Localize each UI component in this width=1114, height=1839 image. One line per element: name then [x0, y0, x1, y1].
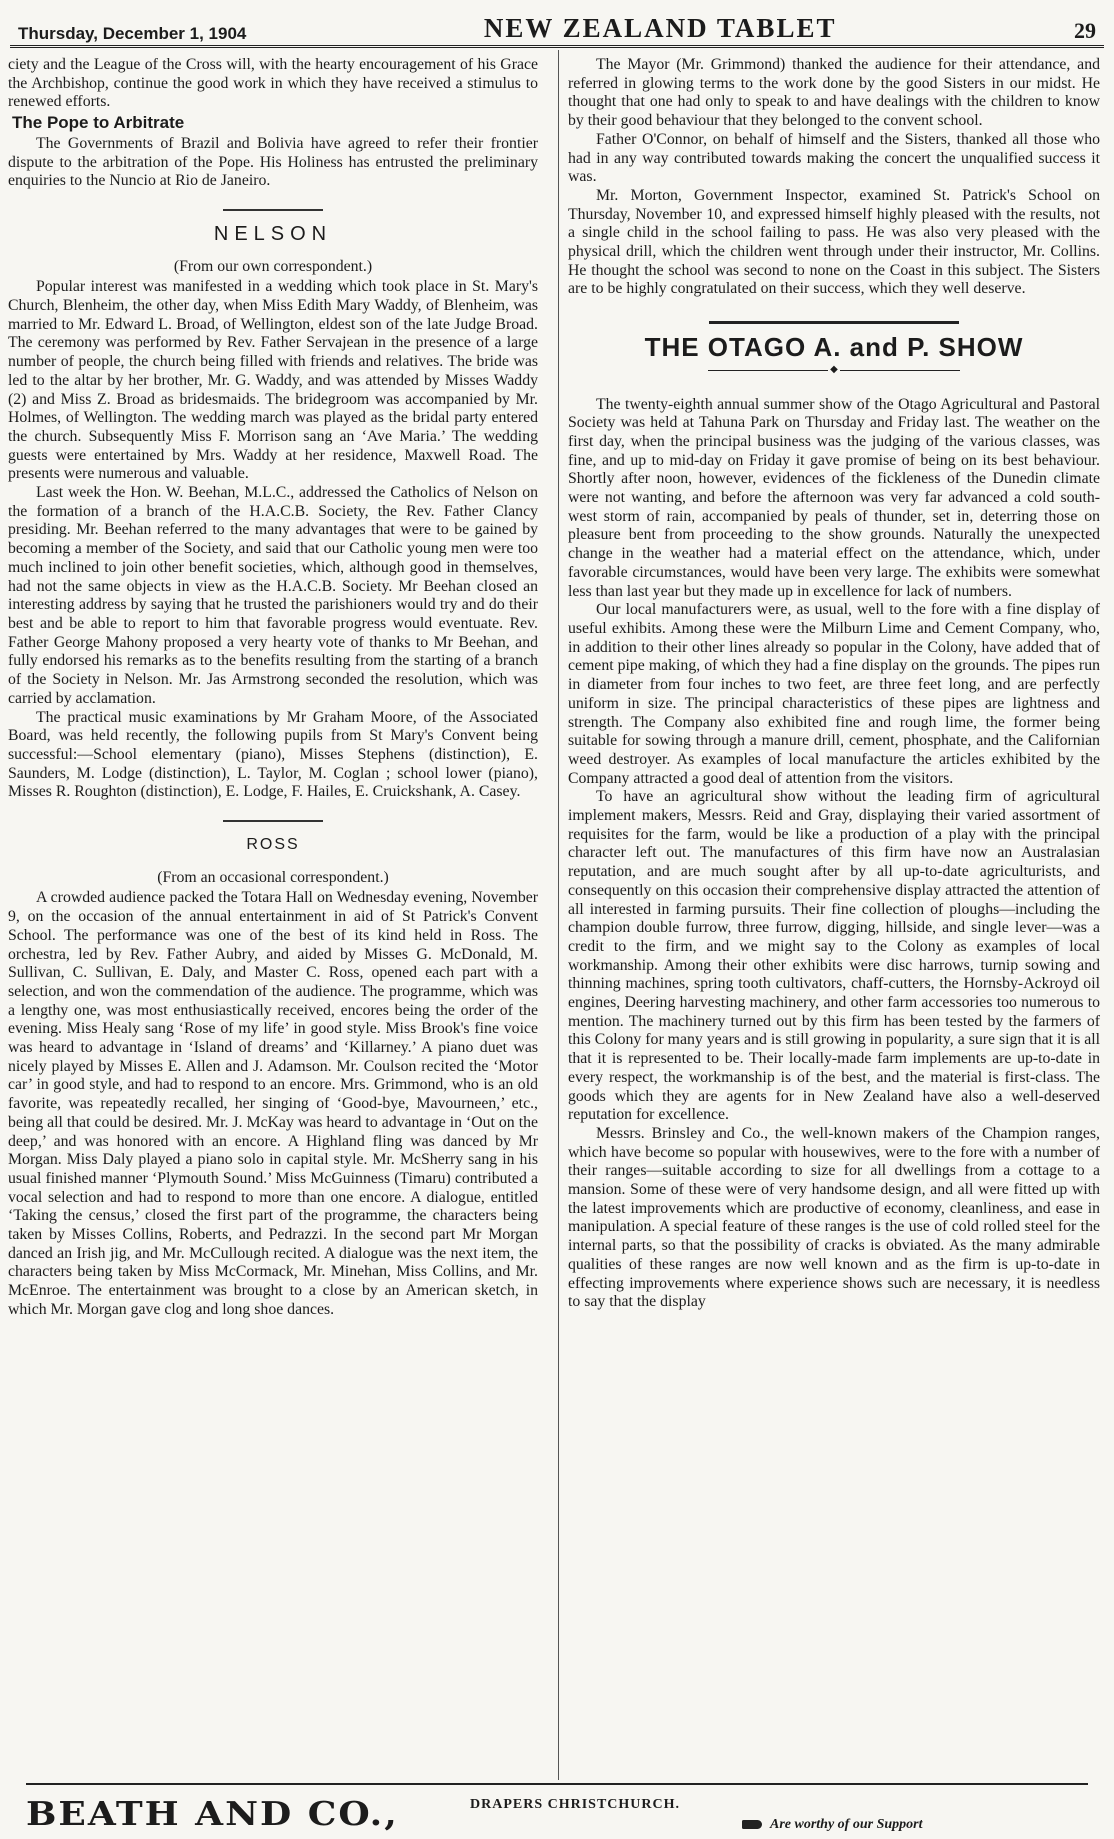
rule-line: [840, 370, 960, 371]
nelson-heading: NELSON: [213, 222, 333, 245]
ross-heading: ROSS: [246, 836, 300, 854]
ross-paragraph-entertainment: A crowded audience packed the Totara Hall on Wednesday evening, November 9, on the occasion of the annual entertainment in aid of St Patrick's Convent School. The performance was one of the best of its kind held in Ross. The orchestra, led by Rev. Father Aubry, and aided by Misses G. McDonald, M. Sullivan, C. Sullivan, E. Daly, and Master C. Ross, opened each part with a selection, and won the commendation of the audience. The programme, which was a lengthy one, was most enthusiastically received, encores being the order of the evening. Miss Healy sang ‘Rose of my life’ in good style. Miss Brook's fine voice was heard to advantage in ‘Island of dreams’ and ‘Killarney.’ A piano duet was nicely played by Misses E. Allen and J. Adamson. Mr. Coulson recited the ‘Motor car’ in good style, and had to respond to an encore. Mrs. Grimmond, who is an old favorite, was repeatedly recalled, her singing of ‘Good-bye, Mavourneen,’ etc., being all that could be desired. Mr. J. McKay was heard to advantage in ‘Out on the deep,’ and was honored with an encore. A Highland fling was danced by Mr Morgan. Miss Daly played a piano solo in capital style. Mr. McSherry sang in his usual finished manner ‘Plymouth Sound.’ Miss McGuinness (Timaru) contributed a vocal selection and had to respond to more than one encore. A dialogue, entitled ‘Taking the census,’ closed the first part of the programme, the characters being taken by Misses Collins, Roberts, and Pedrazzi. In the second part Mr Morgan danced an Irish jig, and Mr. McCullough recited. A dialogue was the next item, the characters being taken by Miss McCormack, Mr. Minehan, Miss Collins, and Mr. McEnroe. The entertainment was brought to a close by an American sketch, in which Mr. Morgan gave clog and long shoe dances.: [8, 889, 538, 1318]
show-paragraph-manufacturers: Our local manufacturers were, as usual, well to the fore with a fine display of useful exhibits. Among these were the Milburn Lime and Cement Company, who, in addition to their other lines already so popular in the Colony, have added that of cement pipe making, of which they had a fine display on the grounds. The pipes run in diameter from four inches to two feet, are three feet long, and are perfectly uniform in size. The principal characteristics of these pipes are lightness and strength. The Company also exhibited fine and rough lime, the former being suitable for sowing through a manure drill, cement, phosphate, and the Californian weed destroyer. As examples of local manufacture the articles exhibited by the Company attracted a good deal of attention from the visitors.: [568, 601, 1100, 787]
section-divider: [223, 820, 323, 822]
ross-paragraph-father-oconnor: Father O'Connor, on behalf of himself and the Sisters, thanked all those who had in any way contributed towards making the concert the unqualified success it was.: [568, 130, 1100, 186]
otago-show-heading: THE OTAGO A. and P. SHOW: [644, 332, 1024, 363]
ornamental-rule: [568, 361, 1100, 380]
advert-subtitle: DRAPERS CHRISTCHURCH.: [470, 1797, 681, 1812]
advert-tagline-text: Are worthy of our Support: [770, 1817, 923, 1832]
rule-line: [708, 370, 828, 371]
ross-paragraph-mayor: The Mayor (Mr. Grimmond) thanked the audience for their attendance, and referred in glowing terms to the work done by the good Sisters in our midst. He thought that one had only to speak to and have dealings with the children to know by their good behaviour that they belonged to the convent school.: [568, 56, 1100, 130]
pointing-hand-icon: [742, 1820, 762, 1829]
left-column: [8, 56, 538, 1320]
section-divider: [709, 321, 959, 324]
footer-rule: [26, 1783, 1088, 1785]
nelson-paragraph-wedding: Popular interest was manifested in a wedding which took place in St. Mary's Church, Blenheim, the other day, when Miss Edith Mary Waddy, of Blenheim, was married to Mr. Edward L. Broad, of Wellington, eldest son of the late Judge Broad. The ceremony was performed by Rev. Father Servajean in the presence of a large number of people, the church being filled with friends and relatives. The bride was led to the altar by her brother, Mr. G. Waddy, and was attended by Misses Waddy (2) and Miss Z. Broad as bridesmaids. The bridegroom was accompanied by Mr. Holmes, of Wellington. The wedding march was played as the bridal party entered the church. Subsequently Miss F. Morrison sang an ‘Ave Maria.’ The wedding guests were entertained by Mrs. Waddy at her residence, Maxwell Road. The presents were numerous and valuable.: [8, 278, 538, 483]
newspaper-title: NEW ZEALAND TABLET: [483, 13, 837, 43]
show-paragraph-reid-gray: To have an agricultural show without the leading firm of agricultural implement makers, Messrs. Reid and Gray, displaying their varied assortment of requisites for the farm, would be like a production of a play with the principal character left out. The manufactures of this firm have now an Australasian reputation, and are much sought after by all up-to-date agriculturists, and consequently on this occasion their comprehensive display attracted the attention of all interested in farming pursuits. Their fine collection of ploughs—including the champion double furrow, three furrow, digging, hillside, and single lever—was a credit to the firm, and we might say to the Colony as examples of local workmanship. Among their other exhibits were disc harrows, turnip sowing and thinning machines, spring tooth cultivators, chaff-cutters, the Hornsby-Ackroyd oil engines, Deering harvesting machinery, and other farm accessories too numerous to mention. The machinery turned out by this firm has been tested by the farmers of this Colony for many years and is still growing in popularity, a sure sign that it is all that it is represented to be. Their locally-made farm implements are up-to-date in every respect, the workmanship is of the best, and the material is first-class. The goods which they are agents for in New Zealand have also a well-deserved reputation for excellence.: [568, 788, 1100, 1124]
ross-paragraph-inspection: Mr. Morton, Government Inspector, examined St. Patrick's School on Thursday, November 10, and expressed himself highly pleased with the results, not a single child in the school failing to pass. He was also very pleased with the physical drill, which the children went through under their instructor, Mr. Collins. He thought the school was second to none on the Coast in this subject. The Sisters are to be highly congratulated on their success, which they well deserve.: [568, 186, 1100, 298]
nelson-paragraph-hacb: Last week the Hon. W. Beehan, M.L.C., addressed the Catholics of Nelson on the formation of a branch of the H.A.C.B. Society, the Rev. Father Clancy presiding. Mr. Beehan referred to the many advantages that were to be gained by becoming a member of the Society, and said that our Catholic young men were too much inclined to join other benefit societies, which, although good in themselves, had not the same objects in view as the H.A.C.B. Society. Mr Beehan closed an interesting address by saying that he trusted the parishioners would try and do their best and be able to report to him that favorable progress would eventuate. Rev. Father George Mahony proposed a very hearty vote of thanks to Mr Beehan, and fully endorsed his remarks as to the benefits resulting from the starting of a branch of the Society in Nelson. Mr. Jas Armstrong seconded the resolution, which was carried by acclamation.: [8, 484, 538, 707]
masthead: [18, 6, 1096, 44]
pope-headline: The Pope to Arbitrate: [12, 113, 185, 133]
advert-company-name: BEATH AND CO.,: [26, 1795, 399, 1833]
section-divider: [223, 209, 323, 211]
nelson-paragraph-music: The practical music examinations by Mr Graham Moore, of the Associated Board, was held recently, the following pupils from St Mary's Convent being successful:—School elementary (piano), Misses Stephens (distinction), E. Saunders, M. Lodge (distinction), L. Taylor, M. Coglan ; school lower (piano), Misses R. Roughton (distinction), E. Lodge, F. Hailes, E. Cruickshank, A. Casey.: [8, 708, 538, 801]
continued-paragraph: ciety and the League of the Cross will, with the hearty encouragement of his Grace the Archbishop, continue the good work in which they have received a stimulus to renewed efforts.: [8, 56, 538, 111]
show-paragraph-weather: The twenty-eighth annual summer show of the Otago Agricultural and Pastoral Society was held at Tahuna Park on Thursday and Friday last. The weather on the first day, when the principal business was the judging of the various classes, was fine, and up to mid-day on Friday it gave promise of being on its best behaviour. Shortly after noon, however, evidences of the fickleness of the Dunedin climate were not wanting, and before the afternoon was very far advanced a cold south-west storm of rain, accompanied by peals of thunder, set in, deterring those on pleasure bent from proceeding to the show grounds. Naturally the unexpected change in the weather had a material effect on the attendance, which, under favorable circumstances, would have been very large. The exhibits were somewhat less than last year but they made up in excellence for lack of numbers.: [568, 395, 1100, 600]
show-paragraph-brinsley: Messrs. Brinsley and Co., the well-known makers of the Champion ranges, which have become so popular with housewives, were to the fore with a number of their ranges—suitable according to size for all dwellings from a cottage to a mansion. Some of these were of very handsome design, and all were fitted up with the latest improvements which are productive of economy, cleanliness, and ease in manipulation. A special feature of these ranges is the use of cold rolled steel for the internal parts, so that the possibility of cracks is obviated. As the many admirable qualities of these ranges are now well known and as the firm is up-to-date in effecting improvements where experience shows such are necessary, it is needless to say that the display: [568, 1124, 1100, 1311]
issue-date: Thursday, December 1, 1904: [18, 24, 247, 43]
page-number: 29: [1073, 18, 1096, 43]
advert-tagline: [742, 1817, 922, 1833]
masthead-rule: [10, 45, 1104, 48]
column-divider: [558, 50, 559, 1780]
nelson-byline: (From our own correspondent.): [173, 257, 373, 275]
pope-paragraph: The Governments of Brazil and Bolivia have agreed to refer their frontier dispute to the arbitration of the Pope. His Holiness has entrusted the preliminary enquiries to the Nuncio at Rio de Janeiro.: [8, 134, 538, 190]
diamond-icon: ◆: [830, 363, 838, 375]
ross-byline: (From an occasional correspondent.): [157, 868, 389, 886]
right-column: [568, 56, 1100, 1312]
